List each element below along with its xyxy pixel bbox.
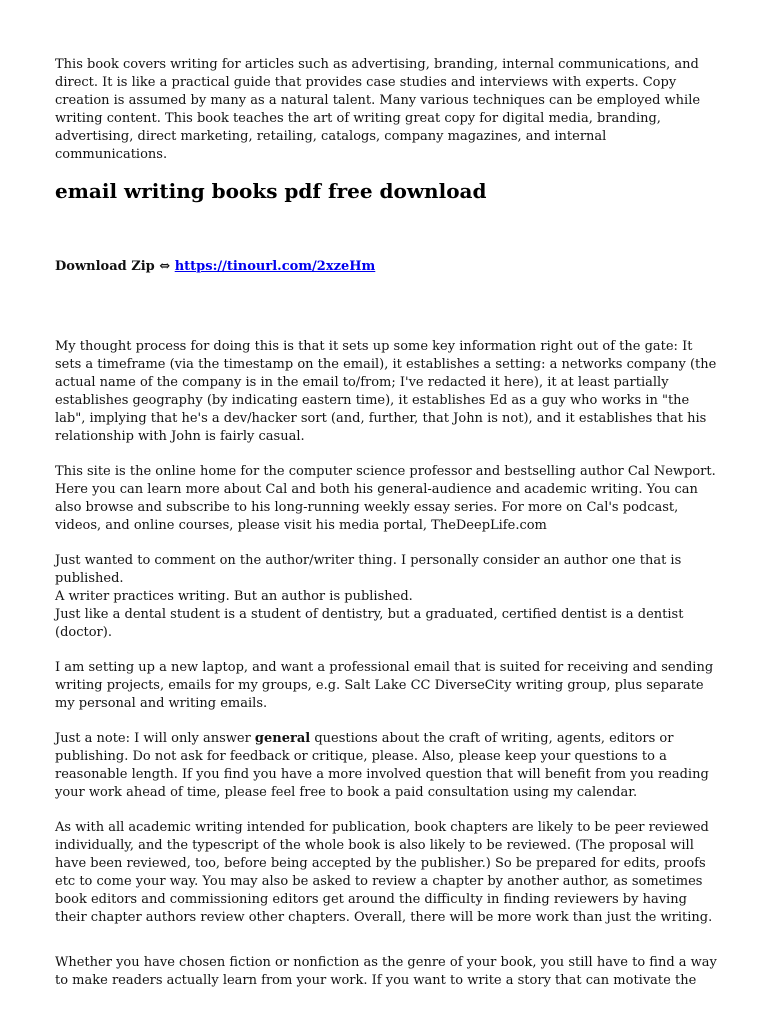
note-bold-word: general bbox=[254, 731, 311, 746]
page-title: email writing books pdf free download bbox=[55, 179, 487, 203]
download-link[interactable]: https://tinourl.com/2xzeHm bbox=[174, 259, 376, 274]
note-text-end: questions about the craft of writing, agents, editors or publishing. Do not ask for feedback or critique, please. Also, please keep your questions to a reasonable length. If you find you have a more involved question that will benefit from you reading your work ahead of time, please feel free to book a paid consultation using my calendar. bbox=[55, 731, 709, 800]
author-writer-line-2: A writer practices writing. But an author is published. bbox=[55, 589, 413, 604]
document-page bbox=[55, 56, 717, 990]
paragraph-thought-process: My thought process for doing this is that it sets up some key information right out of the gate: It sets a timeframe (via the timestamp on the email), it establishes a setting: a networks company (the actual name of the company is in the email to/from; I've redacted it here), it at least partially establishes geography (by indicating eastern time), it establishes Ed as a guy who works in "the lab", implying that he's a dev/hacker sort (and, further, that John is not), and it establishes that his relationship with John is fairly casual. bbox=[55, 339, 717, 444]
paragraph-fiction-nonfiction: Whether you have chosen fiction or nonfiction as the genre of your book, you still have to find a way to make readers actually learn from your work. If you want to write a story that can motivate the bbox=[55, 955, 717, 988]
author-writer-line-1: Just wanted to comment on the author/writer thing. I personally consider an author one that is published. bbox=[55, 553, 682, 586]
paragraph-author-writer bbox=[55, 552, 717, 642]
intro-paragraph: This book covers writing for articles such as advertising, branding, internal communications, and direct. It is like a practical guide that provides case studies and interviews with experts. Copy creation is assumed by many as a natural talent. Many various techniques can be employed while writing content. This book teaches the art of writing great copy for digital media, branding, advertising, direct marketing, retailing, catalogs, company magazines, and internal communications. bbox=[55, 57, 701, 162]
paragraph-laptop-email: I am setting up a new laptop, and want a professional email that is suited for receiving and sending writing projects, emails for my groups, e.g. Salt Lake CC DiverseCity writing group, plus separate my personal and writing emails. bbox=[55, 660, 714, 711]
paragraph-academic-writing: As with all academic writing intended for publication, book chapters are likely to be peer reviewed individually, and the typescript of the whole book is also likely to be reviewed. (The proposal will have been reviewed, too, before being accepted by the publisher.) So be prepared for edits, proofs etc to come your way. You may also be asked to review a chapter by another author, as sometimes book editors and commissioning editors get around the difficulty in finding reviewers by having their chapter authors review other chapters. Overall, there will be more work than just the writing. bbox=[55, 820, 713, 925]
note-text-start: Just a note: I will only answer bbox=[55, 731, 255, 746]
download-label: Download Zip ⇔ bbox=[55, 259, 175, 274]
download-line bbox=[55, 258, 717, 276]
paragraph-cal-newport: This site is the online home for the computer science professor and bestselling author Cal Newport. Here you can learn more about Cal and both his general-audience and academic writing. You can also browse and subscribe to his long-running weekly essay series. For more on Cal's podcast, videos, and online courses, please visit his media portal, TheDeepLife.com bbox=[55, 464, 716, 533]
author-writer-line-3: Just like a dental student is a student of dentistry, but a graduated, certified dentist is a dentist (doctor). bbox=[55, 607, 684, 640]
paragraph-note bbox=[55, 730, 717, 802]
